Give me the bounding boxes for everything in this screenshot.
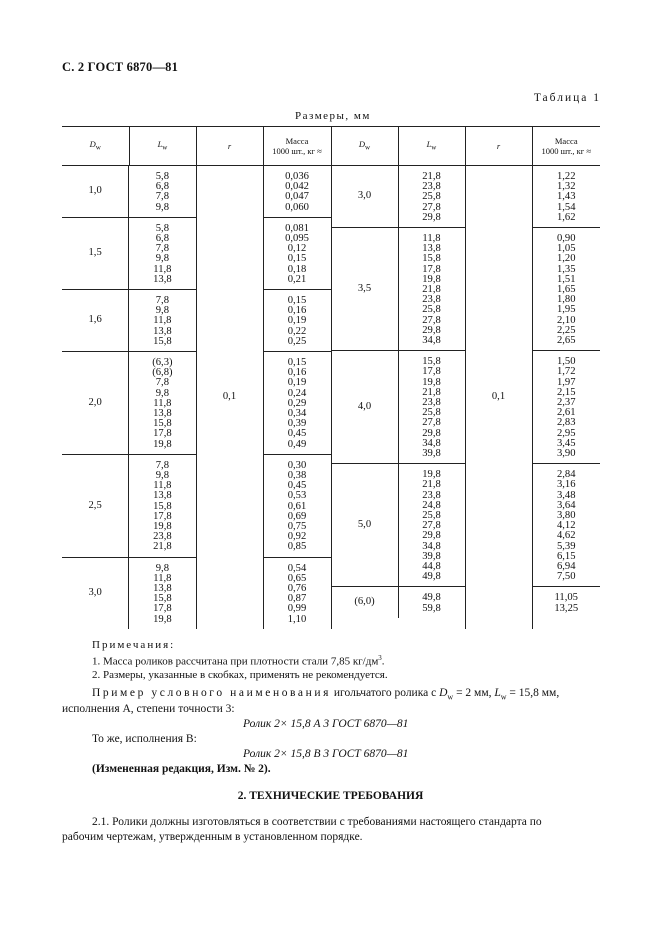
col-r-right: r [465, 127, 532, 166]
mass-value: 2,15 [556, 386, 576, 398]
mass-value: 3,45 [556, 437, 576, 449]
length-value: 13,8 [153, 273, 172, 285]
length-value: 21,8 [422, 171, 441, 182]
mass-value: 0,060 [285, 201, 309, 213]
left-dw-3: 2,0 [62, 351, 129, 454]
mass-value: 2,61 [556, 407, 576, 419]
length-value: 13,8 [422, 243, 441, 255]
length-value: 27,8 [422, 314, 441, 326]
mass-value: 13,25 [554, 602, 579, 614]
length-value: 17,8 [153, 428, 172, 440]
mass-value: 2,37 [556, 397, 576, 408]
length-value: 7,8 [155, 294, 169, 306]
mass-value: 0,99 [287, 603, 307, 615]
left-lw-4 [129, 454, 196, 557]
mass-value: 0,15 [287, 294, 307, 306]
right-dw-1: 3,5 [332, 228, 399, 351]
mass-value: 2,83 [556, 417, 576, 429]
col-mass-right: Масса 1000 шт., кг ≈ [532, 127, 600, 166]
mass-value: 0,16 [287, 367, 307, 379]
length-value: 15,8 [422, 356, 441, 368]
designation-2: Ролик 2× 15,8 В 3 ГОСТ 6870—81 [243, 748, 409, 760]
right-dw-4: (6,0) [354, 596, 375, 608]
length-value: (6,8) [152, 367, 173, 379]
right-mass-4 [533, 587, 601, 618]
mass-value: 0,92 [287, 531, 307, 543]
mass-value: 3,64 [556, 499, 576, 511]
length-value: 15,8 [153, 335, 172, 347]
length-value: 19,8 [422, 469, 441, 481]
mass-value: 0,75 [287, 521, 307, 532]
col-lw: $L_w$ [129, 127, 196, 166]
length-value: 13,8 [153, 408, 172, 419]
left-r-column [196, 166, 263, 629]
length-value: 49,8 [422, 571, 441, 583]
length-value: 21,8 [422, 479, 441, 491]
length-value: 9,8 [155, 201, 169, 213]
length-value: 11,8 [153, 315, 172, 327]
length-value: 19,8 [422, 376, 441, 388]
col-mass: Масса 1000 шт., кг ≈ [263, 127, 331, 166]
length-value: 13,8 [153, 325, 172, 337]
mass-value: 0,047 [285, 191, 309, 203]
length-value: 7,8 [155, 243, 169, 255]
length-value: 15,8 [153, 418, 172, 430]
length-value: 9,8 [155, 387, 169, 399]
length-value: 7,8 [155, 377, 169, 389]
notes-block [92, 639, 388, 682]
length-value: 19,8 [153, 521, 172, 532]
length-value: 15,8 [153, 593, 172, 605]
left-dw-4: 2,5 [62, 454, 129, 557]
mass-value: 1,97 [556, 376, 576, 388]
right-dw-0: 3,0 [332, 166, 399, 228]
length-value: 39,8 [422, 448, 441, 460]
left-r-value: 0,1 [222, 391, 237, 403]
left-dw-0: 1,0 [62, 166, 129, 217]
mass-value: 1,51 [556, 273, 576, 285]
left-mass-5 [264, 557, 331, 629]
left-mass-4 [264, 454, 331, 557]
length-value: 19,8 [153, 438, 172, 450]
length-value: 34,8 [422, 437, 441, 449]
mass-value: 0,22 [287, 325, 307, 337]
example-line-1: Пример условного наименования игольчатого ролика с $D_w = 2$ мм, $L_w = 15,8$ мм, [92, 687, 560, 702]
length-value: 23,8 [422, 181, 441, 193]
left-mass-2 [264, 289, 331, 351]
length-value: 9,8 [155, 469, 169, 481]
length-value: 23,8 [422, 294, 441, 306]
mass-value: 0,036 [285, 171, 309, 182]
page-header: С. 2 ГОСТ 6870—81 [62, 60, 179, 74]
left-mass-0 [264, 166, 331, 217]
length-value: 21,8 [153, 541, 172, 553]
length-value: 17,8 [153, 603, 172, 615]
length-value: 21,8 [422, 386, 441, 398]
length-value: 9,8 [155, 305, 169, 317]
left-mass-column [263, 166, 331, 629]
right-diameter-length-block [331, 166, 465, 629]
mass-value: 0,15 [287, 356, 307, 368]
mass-value: 2,65 [556, 335, 576, 347]
length-value: 19,8 [153, 613, 172, 625]
length-value: 23,8 [422, 397, 441, 408]
mass-value: 0,042 [285, 181, 309, 193]
col-dw-right: $D_w$ [331, 127, 398, 166]
length-value: 19,8 [422, 273, 441, 285]
mass-value: 3,90 [556, 448, 576, 460]
designation-1: Ролик 2× 15,8 А 3 ГОСТ 6870—81 [243, 718, 409, 730]
length-value: 9,8 [155, 253, 169, 265]
mass-value: 1,43 [556, 191, 576, 203]
left-lw-1 [129, 217, 196, 289]
mass-value: 0,16 [287, 305, 307, 317]
mass-value: 0,61 [287, 500, 307, 512]
mass-value: 0,29 [287, 397, 307, 409]
mass-value: 0,45 [287, 428, 307, 440]
left-dw-1: 1,5 [62, 217, 129, 289]
left-dw-5: 3,0 [88, 587, 102, 599]
mass-value: 0,54 [287, 562, 307, 574]
section-title: 2. ТЕХНИЧЕСКИЕ ТРЕБОВАНИЯ [237, 790, 424, 802]
mass-value: 0,90 [556, 233, 576, 244]
mass-value: 3,80 [556, 510, 576, 521]
left-mass-3 [264, 351, 331, 454]
mass-value: 0,34 [287, 408, 307, 419]
length-value: 24,8 [422, 499, 441, 511]
mass-value: 0,25 [287, 335, 307, 347]
mass-value: 0,24 [287, 387, 307, 399]
example-line-2: исполнения А, степени точности 3: [62, 703, 235, 715]
same-variant-b: То же, исполнения В: [92, 733, 197, 745]
length-value: 11,8 [153, 572, 172, 584]
mass-value: 0,081 [285, 222, 309, 234]
length-value: 29,8 [422, 427, 441, 439]
col-lw-right: $L_w$ [398, 127, 465, 166]
right-mass-2 [533, 351, 601, 464]
paragraph-2-1-line-1: 2.1. Ролики должны изготовляться в соответствии с требованиями настоящего стандарта по [92, 816, 542, 828]
length-value: 29,8 [422, 530, 441, 542]
length-value: 11,8 [153, 263, 172, 275]
right-mass-3 [533, 464, 601, 587]
right-mass-column [532, 166, 600, 629]
mass-value: 0,39 [287, 418, 307, 430]
mass-value: 0,21 [287, 273, 307, 285]
mass-value: 0,18 [287, 263, 307, 275]
left-lw-0 [129, 166, 196, 217]
length-value: 34,8 [422, 335, 441, 347]
right-r-column [465, 166, 532, 629]
mass-value: 6,15 [556, 550, 576, 562]
length-value: (6,3) [152, 356, 173, 368]
table-title: Таблица 1 [533, 92, 601, 104]
mass-value: 3,48 [556, 489, 576, 501]
length-value: 17,8 [422, 263, 441, 275]
right-mass-1 [533, 228, 601, 351]
length-value: 5,8 [155, 171, 169, 182]
mass-value: 0,19 [287, 315, 307, 327]
left-lw-5 [129, 557, 196, 629]
length-value: 39,8 [422, 550, 441, 562]
length-value: 23,8 [422, 489, 441, 501]
mass-value: 2,10 [556, 314, 576, 326]
mass-value: 1,32 [556, 181, 576, 193]
mass-value: 0,53 [287, 490, 307, 502]
right-mass-0 [533, 166, 601, 228]
length-value: 27,8 [422, 201, 441, 213]
mass-value: 11,05 [554, 592, 578, 604]
length-value: 7,8 [155, 459, 169, 471]
left-mass-1 [264, 217, 331, 289]
mass-value: 0,12 [287, 243, 307, 255]
dimensions-caption: Размеры, мм [295, 110, 371, 122]
length-value: 9,8 [155, 562, 169, 574]
col-r: r [196, 127, 263, 166]
right-r-value: 0,1 [491, 391, 506, 403]
paragraph-2-1-line-2: рабочим чертежам, утвержденным в установленном порядке. [62, 831, 363, 843]
length-value: 23,8 [153, 531, 172, 543]
length-value: 25,8 [422, 510, 441, 521]
left-lw-3 [129, 351, 196, 454]
right-lw-1 [398, 228, 465, 351]
mass-value: 0,19 [287, 377, 307, 389]
mass-value: 1,95 [556, 304, 576, 316]
mass-value: 1,20 [556, 253, 576, 265]
length-value: 5,8 [155, 222, 169, 234]
mass-value: 0,15 [287, 253, 307, 265]
left-diameter-length-block [62, 166, 196, 629]
mass-value: 4,12 [556, 520, 576, 532]
right-lw-4 [398, 587, 465, 618]
length-value: 11,8 [422, 233, 441, 244]
mass-value: 2,84 [556, 469, 576, 481]
length-value: 49,8 [422, 592, 441, 604]
mass-value: 1,50 [556, 356, 576, 368]
length-value: 29,8 [422, 211, 441, 223]
right-lw-2 [398, 351, 465, 464]
mass-value: 0,76 [287, 582, 307, 594]
mass-value: 0,49 [287, 438, 307, 450]
mass-value: 1,22 [556, 171, 576, 182]
mass-value: 1,65 [556, 284, 576, 296]
mass-value: 0,38 [287, 469, 307, 481]
note-1: 1. Масса роликов рассчитана при плотности стали 7,85 $кг/дм^3$. [92, 654, 385, 668]
length-value: 15,8 [153, 500, 172, 512]
length-value: 15,8 [422, 253, 441, 265]
length-value: 34,8 [422, 540, 441, 552]
right-dw-2: 4,0 [332, 351, 399, 464]
mass-value: 1,80 [556, 294, 576, 306]
length-value: 13,8 [153, 582, 172, 594]
length-value: 27,8 [422, 520, 441, 532]
mass-value: 0,095 [285, 233, 309, 244]
mass-value: 0,65 [287, 572, 307, 584]
length-value: 25,8 [422, 407, 441, 419]
dimensions-table [62, 126, 600, 629]
mass-value: 2,25 [556, 324, 576, 336]
length-value: 59,8 [422, 602, 441, 614]
mass-value: 0,87 [287, 593, 307, 605]
length-value: 6,8 [155, 181, 169, 193]
length-value: 21,8 [422, 284, 441, 296]
length-value: 11,8 [153, 480, 172, 492]
left-lw-2 [129, 289, 196, 351]
right-lw-3 [398, 464, 465, 587]
note-2: 2. Размеры, указанные в скобках, применять не рекомендуется. [92, 668, 388, 681]
length-value: 29,8 [422, 324, 441, 336]
mass-value: 4,62 [556, 530, 576, 542]
mass-value: 7,50 [556, 571, 576, 583]
mass-value: 0,85 [287, 541, 307, 553]
mass-value: 1,54 [556, 201, 576, 213]
right-dw-3: 5,0 [332, 464, 399, 587]
length-value: 27,8 [422, 417, 441, 429]
length-value: 11,8 [153, 397, 172, 409]
mass-value: 0,30 [287, 459, 307, 471]
mass-value: 0,69 [287, 510, 307, 522]
mass-value: 2,95 [556, 427, 576, 439]
edit-note: (Измененная редакция, Изм. № 2). [92, 763, 271, 775]
mass-value: 5,39 [556, 540, 576, 552]
mass-value: 0,45 [287, 480, 307, 492]
notes-lead: Примечания: [92, 639, 176, 651]
mass-value: 1,62 [556, 211, 576, 223]
mass-value: 6,94 [556, 561, 576, 573]
length-value: 6,8 [155, 233, 169, 244]
mass-value: 1,35 [556, 263, 576, 275]
length-value: 7,8 [155, 191, 169, 203]
length-value: 13,8 [153, 490, 172, 502]
mass-value: 1,72 [556, 366, 576, 378]
example-spaced-heading: Пример условного наименования [92, 687, 332, 699]
mass-value: 1,05 [556, 243, 576, 255]
mass-value: 3,16 [556, 479, 576, 491]
mass-value: 1,10 [287, 613, 307, 625]
length-value: 44,8 [422, 561, 441, 573]
right-lw-0 [398, 166, 465, 228]
length-value: 25,8 [422, 191, 441, 203]
length-value: 17,8 [422, 366, 441, 378]
col-dw: $D_w$ [62, 127, 129, 166]
length-value: 17,8 [153, 510, 172, 522]
length-value: 25,8 [422, 304, 441, 316]
left-dw-2: 1,6 [62, 289, 129, 351]
